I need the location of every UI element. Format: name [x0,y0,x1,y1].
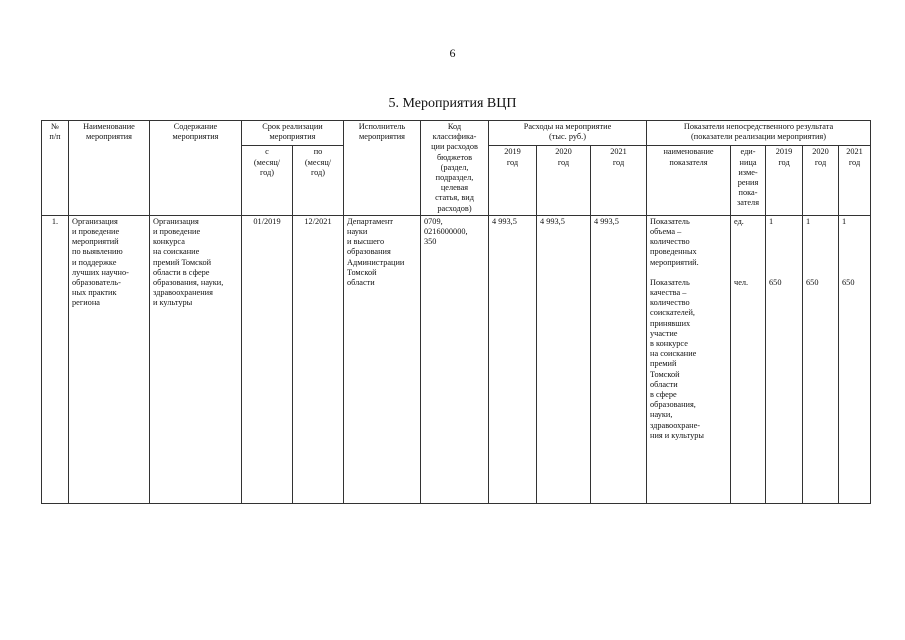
header-term-to: по (месяц/ год) [293,146,344,216]
header-exp-2019: 2019 год [489,146,537,216]
row-ind-unit [731,215,766,503]
row-ind-2020 [803,215,839,503]
row-name: Организация и проведение мероприятий по выявлению и поддержке лучших научно- образователь- ных практик региона [69,215,150,503]
header-term-from: с (месяц/ год) [242,146,293,216]
header-content: Содержание мероприятия [150,121,242,216]
indicator-1-unit: ед. [734,216,744,226]
indicator-2-name: Показатель качества – количество соискателей, принявших участие в конкурсе на соискание премий Томской области в сфере образования, науки, здравоохране- ния и культуры [650,277,704,440]
row-exp-2021: 4 993,5 [591,215,647,503]
indicator-1-2021: 1 [842,216,847,226]
row-ind-name [647,215,731,503]
header-term: Срок реализации мероприятия [242,121,344,146]
header-code: Код классифика- ции расходов бюджетов (раздел, подраздел, целевая статья, вид расходов) [421,121,489,216]
indicator-2-2020: 650 [806,278,819,288]
header-ind-2019: 2019 год [766,146,803,216]
row-content: Организация и проведение конкурса на соискание премий Томской области в сфере образования, науки, здравоохранения и культуры [150,215,242,503]
indicator-1-2020: 1 [806,216,811,226]
indicator-1-name: Показатель объема – количество проведенных мероприятий. [650,216,699,267]
row-term-to: 12/2021 [293,215,344,503]
header-num: № п/п [42,121,69,216]
events-table [41,120,871,504]
header-indicators: Показатели непосредственного результата (показатели реализации мероприятия) [647,121,871,146]
row-term-from: 01/2019 [242,215,293,503]
row-num: 1. [42,215,69,503]
indicator-2-2021: 650 [842,278,855,288]
header-ind-unit: еди- ница изме- рения пока- зателя [731,146,766,216]
header-ind-2020: 2020 год [803,146,839,216]
header-ind-2021: 2021 год [839,146,871,216]
header-ind-name: наименование показателя [647,146,731,216]
indicator-2-unit: чел. [734,278,749,288]
row-code: 0709, 0216000000, 350 [421,215,489,503]
section-title: 5. Мероприятия ВЦП [388,96,517,111]
header-name: Наименование мероприятия [69,121,150,216]
header-expenses: Расходы на мероприятие (тыс. руб.) [489,121,647,146]
indicator-2-2019: 650 [769,278,782,288]
row-exp-2020: 4 993,5 [537,215,591,503]
header-exp-2021: 2021 год [591,146,647,216]
row-ind-2021 [839,215,871,503]
header-row-1 [42,121,871,146]
header-exp-2020: 2020 год [537,146,591,216]
row-exp-2019: 4 993,5 [489,215,537,503]
table-row [42,215,871,503]
header-executor: Исполнитель мероприятия [344,121,421,216]
row-executor: Департамент науки и высшего образования Администрации Томской области [344,215,421,503]
row-ind-2019 [766,215,803,503]
indicator-1-2019: 1 [769,216,774,226]
page-number: 6 [449,46,456,60]
